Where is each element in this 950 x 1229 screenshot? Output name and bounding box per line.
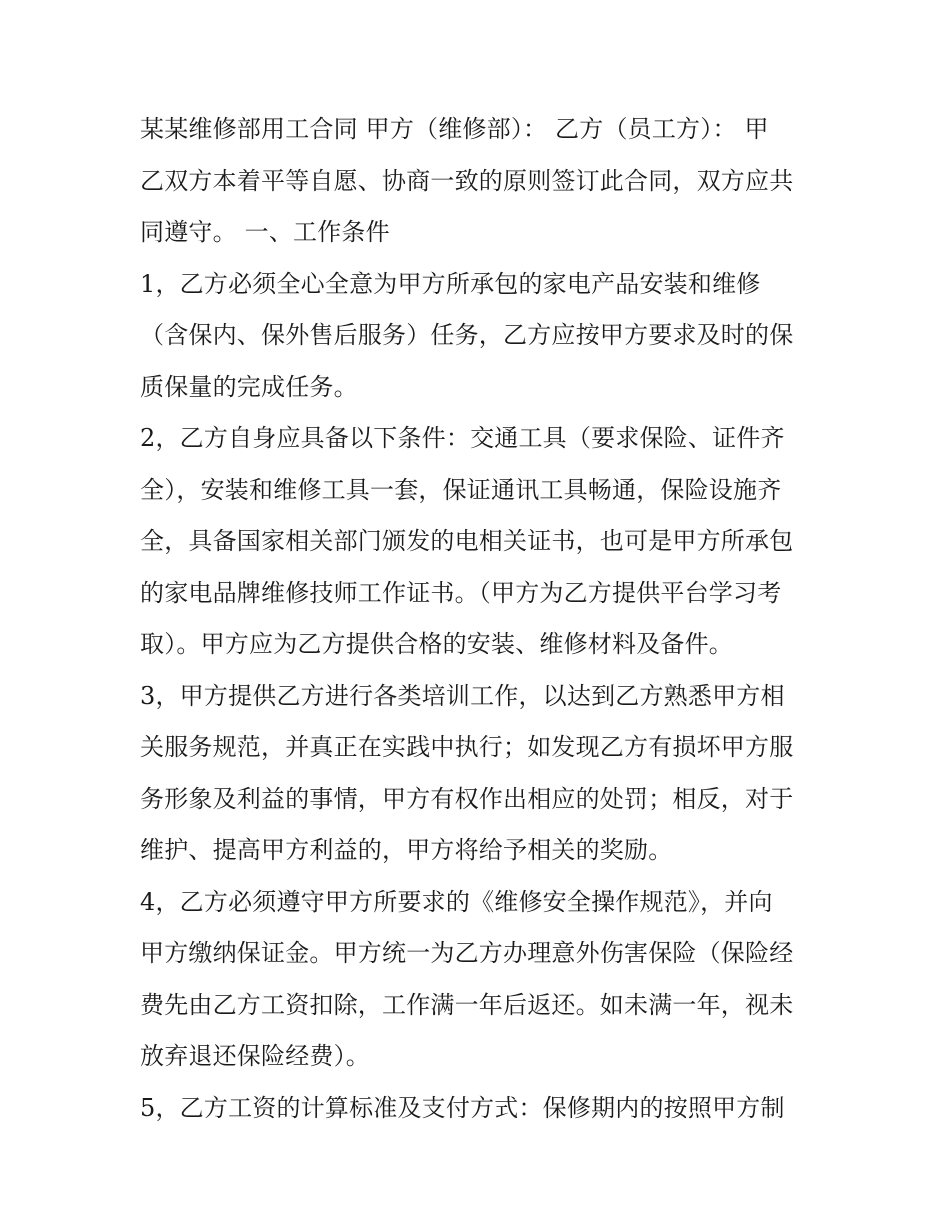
- text-line: 质保量的完成任务。: [140, 372, 358, 401]
- text-line: 某某维修部用工合同 甲方（维修部）： 乙方（员工方）： 甲: [140, 115, 769, 143]
- text-line: 务形象及利益的事情，甲方有权作出相应的处罚；相反，对于: [140, 784, 794, 813]
- text-line: 的家电品牌维修技师工作证书。（甲方为乙方提供平台学习考: [140, 578, 782, 607]
- text-line: 同遵守。 一、工作条件: [140, 218, 390, 246]
- text-line: 费先由乙方工资扣除，工作满一年后返还。如未满一年，视未: [140, 990, 794, 1019]
- text-line: 1，乙方必须全心全意为甲方所承包的家电产品安装和维修: [140, 269, 761, 298]
- text-line: （含保内、保外售后服务）任务，乙方应按甲方要求及时的保: [140, 321, 794, 349]
- text-line: 甲方缴纳保证金。甲方统一为乙方办理意外伤害保险（保险经: [140, 939, 794, 967]
- text-line: 关服务规范，并真正在实践中执行；如发现乙方有损坏甲方服: [140, 733, 794, 761]
- text-line: 4，乙方必须遵守甲方所要求的《维修安全操作规范》，并向: [140, 887, 773, 916]
- text-line: 全，具备国家相关部门颁发的电相关证书，也可是甲方所承包: [140, 527, 794, 555]
- text-line: 放弃退还保险经费）。: [140, 1042, 370, 1070]
- text-line: 3，甲方提供乙方进行各类培训工作，以达到乙方熟悉甲方相: [140, 681, 785, 710]
- text-line: 全），安装和维修工具一套，保证通讯工具畅通，保险设施齐: [140, 475, 782, 504]
- text-line: 2，乙方自身应具备以下条件：交通工具（要求保险、证件齐: [140, 424, 785, 452]
- text-line: 乙双方本着平等自愿、协商一致的原则签订此合同，双方应共: [140, 166, 794, 195]
- text-line: 5，乙方工资的计算标准及支付方式：保修期内的按照甲方制: [140, 1093, 785, 1122]
- text-line: 维护、提高甲方利益的，甲方将给予相关的奖励。: [140, 836, 673, 864]
- text-line: 取）。甲方应为乙方提供合格的安装、维修材料及备件。: [140, 630, 733, 658]
- contract-body: [140, 104, 812, 1134]
